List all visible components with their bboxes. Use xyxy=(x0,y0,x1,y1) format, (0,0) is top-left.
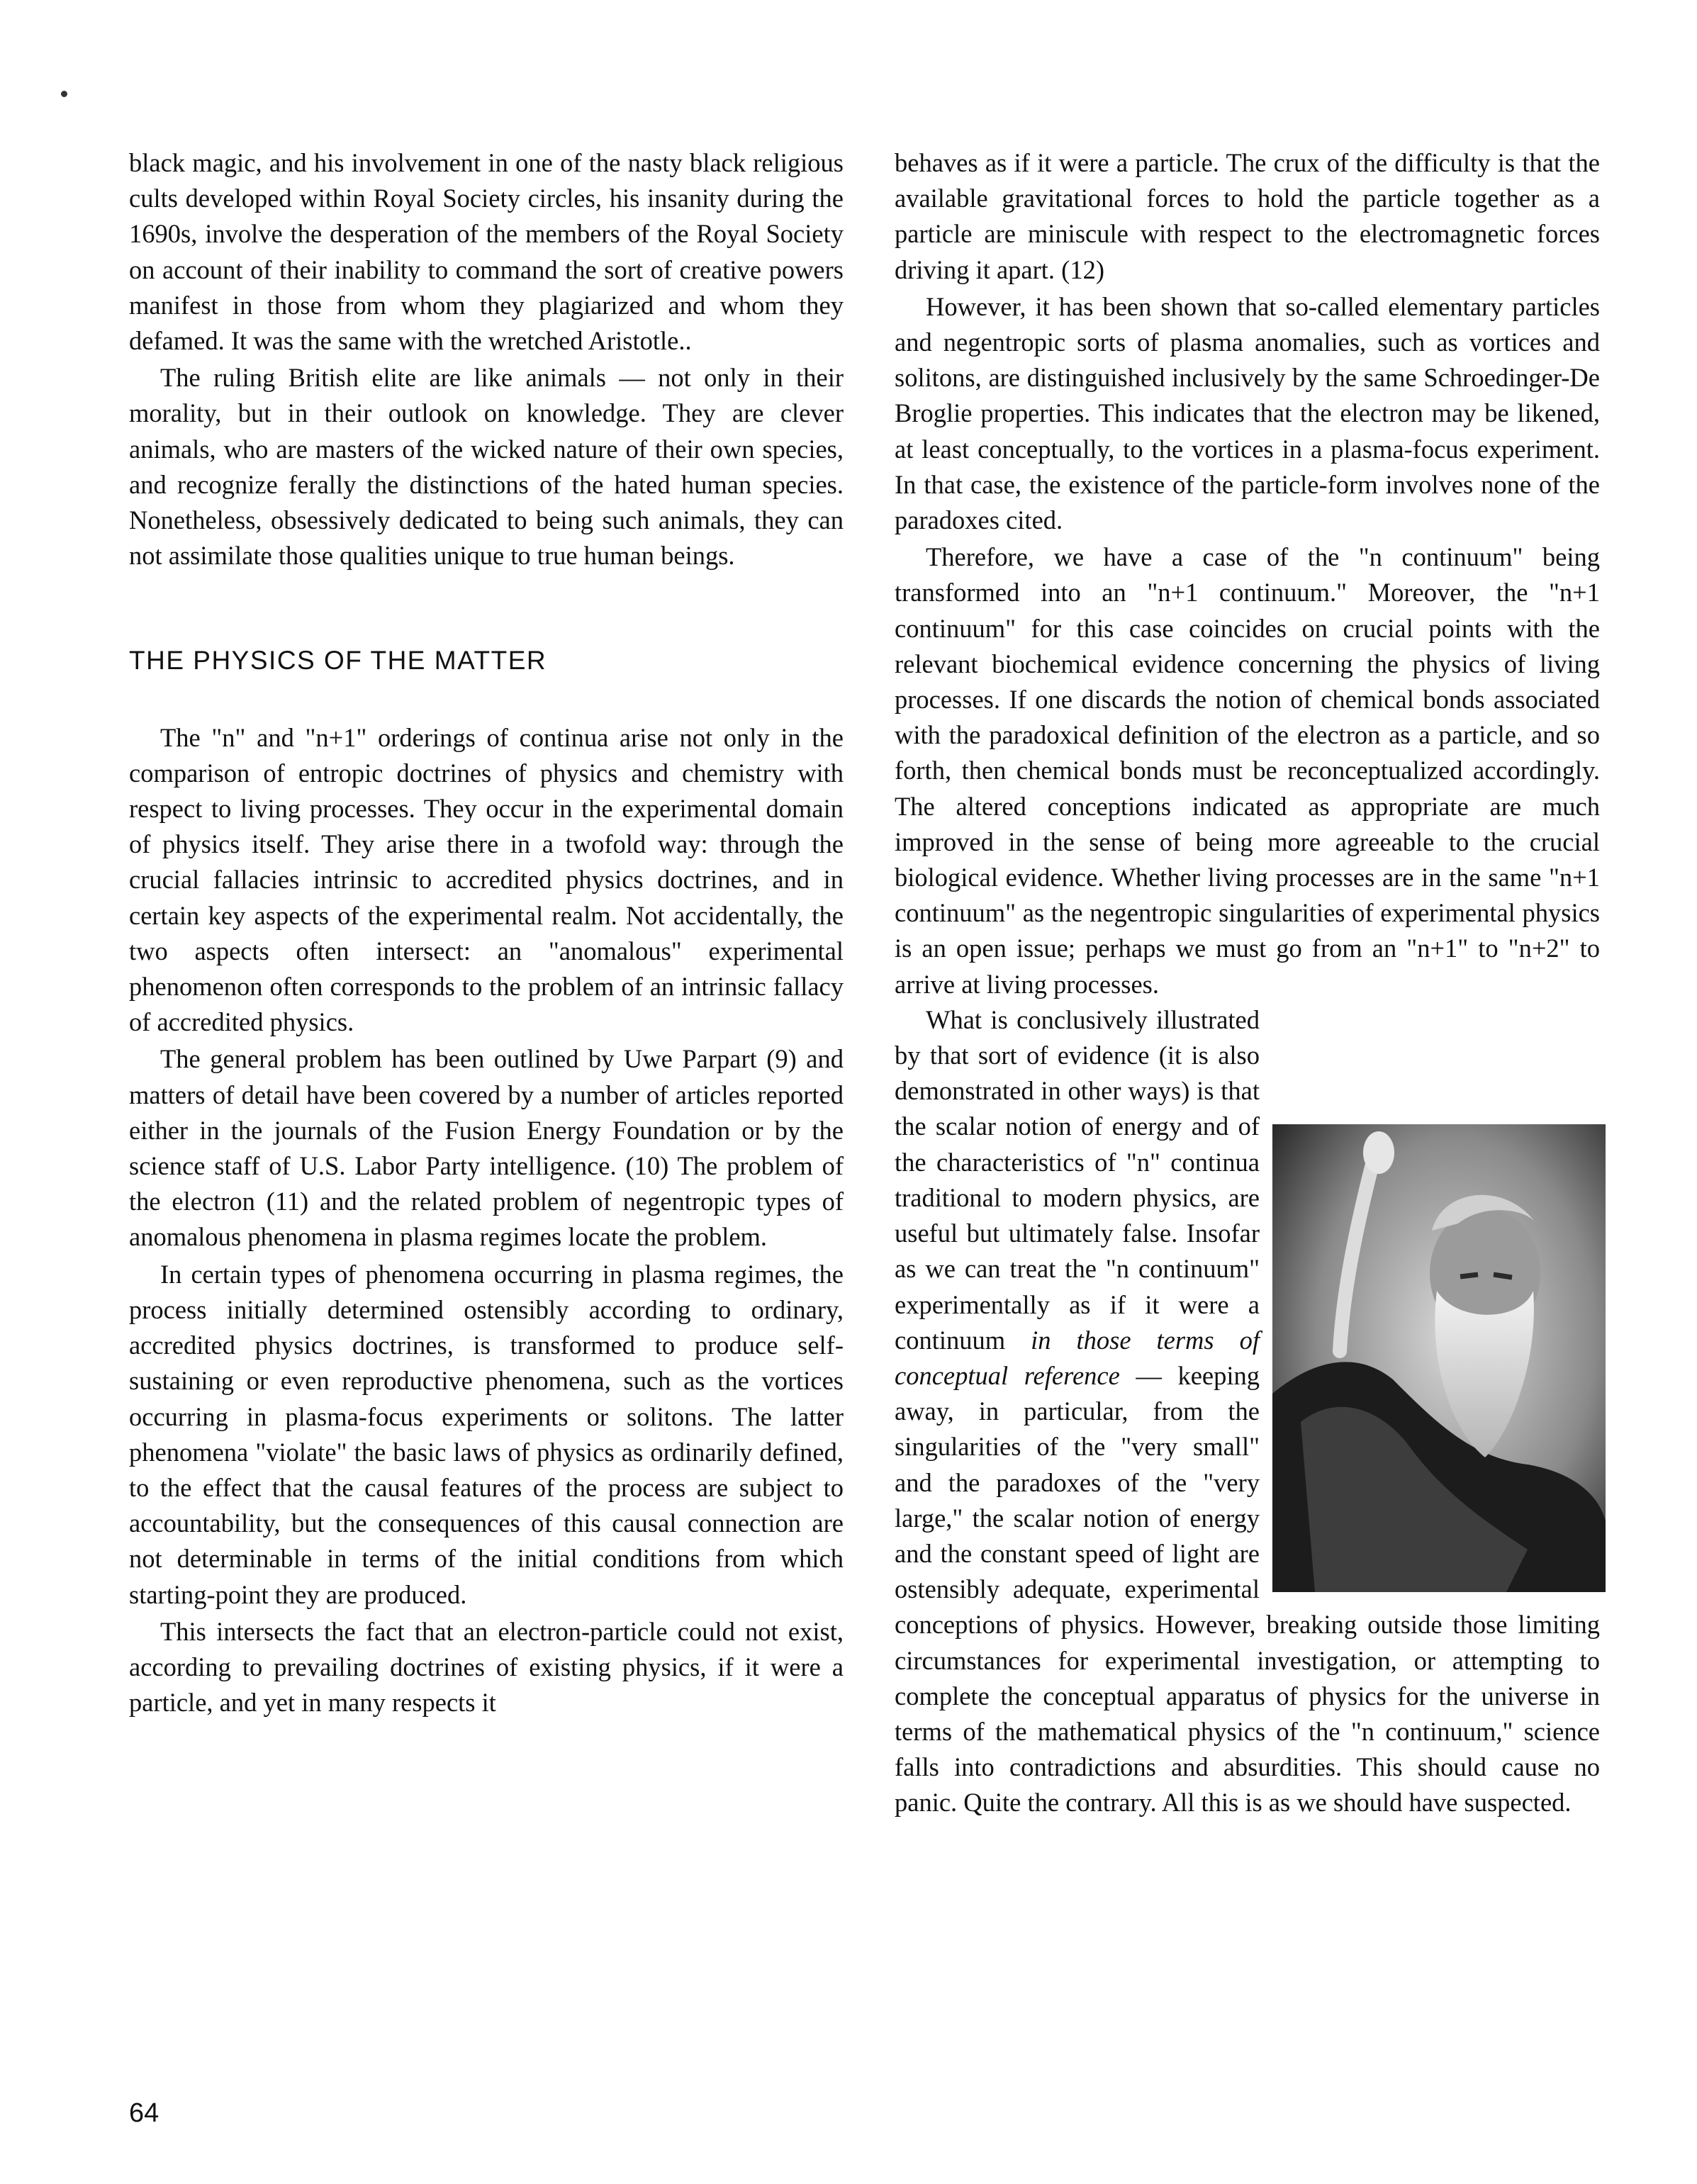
right-column xyxy=(895,145,1600,1821)
paragraph-text: What is conclusively illustrated by that sort of evidence (it is also demonstrated in other ways) is that the scalar notion of energy and of the characteristics of "n" continua traditional to modern physics, are useful but ultimately false. Insofar as we can treat the "n continuum" experimentally as if it were a continuum xyxy=(895,1004,1260,1355)
paragraph: Therefore, we have a case of the "n continuum" being transformed into an "n+1 continuum." Moreover, the "n+1 continuum" for this case coincides on crucial points with the relevant biochemical evidence concerning the physics of living processes. If one discards the notion of chemical bonds associated with the paradoxical definition of the electron as a particle, and so forth, then chemical bonds must be reconceptualized accordingly. The altered conceptions indicated as appropriate are much improved in the sense of being more agreeable to the crucial biological evidence. Whether living processes are in the same "n+1 continuum" as the negentropic singularities of experimental physics is an open issue; perhaps we must go from an "n+1" to "n+2" to arrive at living processes. xyxy=(895,542,1600,999)
paragraph: This intersects the fact that an electron-particle could not exist, according to prevailing doctrines of existing physics, if it were a particle, and yet in many respects it xyxy=(129,1616,844,1718)
paragraph: black magic, and his involvement in one of the nasty black religious cults developed within Royal Society circles, his insanity during the 1690s, involve the desperation of the members of the Royal Society on account of their inability to command the sort of creative powers manifest in those from whom they plagiarized and whom they defamed. It was the same with the wretched Aristotle.. xyxy=(129,148,844,356)
paragraph: However, it has been shown that so-called elementary particles and negentropic sorts of plasma anomalies, such as vortices and solitons, are distinguished inclusively by the same Schroedinger-De Broglie properties. This indicates that the electron may be likened, at least conceptually, to the vortices in a plasma-focus experiment. In that case, the existence of the particle-form involves none of the paradoxes cited. xyxy=(895,291,1600,535)
paragraph: The ruling British elite are like animals — not only in their morality, but in their outlook on knowledge. They are clever animals, who are masters of the wicked nature of their own species, and recognize ferally the distinctions of the hated human species. Nonetheless, obsessively dedicated to being such animals, they can not assimilate those qualities unique to true human beings. xyxy=(129,363,844,571)
paragraph-text: — keeping away, in particular, from the singularities of the "very small" and the paradoxes of the "very large," the scalar notion of energy and the constant speed of light are ostensibly adequate, experimental conceptions of physics. However, breaking outside those limiting circumstances for experimental investigation, or attempting to complete the conceptual apparatus of physics for the universe in terms of the mathematical physics of the "n continuum," science falls into contradictions and absurdities. This should cause no panic. Quite the contrary. All this is as we should have suspected. xyxy=(895,1360,1600,1818)
paragraph: The general problem has been outlined by Uwe Parpart (9) and matters of detail have been covered by a number of articles reported either in the journals of the Fusion Energy Foundation or by the science staff of U.S. Labor Party intelligence. (10) The problem of the electron (11) and the related problem of negentropic types of anomalous phenomena in plasma regimes locate the problem. xyxy=(129,1044,844,1252)
section-heading: THE PHYSICS OF THE MATTER xyxy=(129,646,547,676)
paragraph: The "n" and "n+1" orderings of continua arise not only in the comparison of entropic doctrines of physics and chemistry with respect to living processes. They occur in the experimental domain of physics itself. They arise there in a twofold way: through the crucial fallacies intrinsic to accredited physics doctrines, and in certain key aspects of the experimental realm. Not accidentally, the two aspects often intersect: an "anomalous" experimental phenomenon often corresponds to the problem of an intrinsic fallacy of accredited physics. xyxy=(129,722,844,1037)
portrait-photo xyxy=(1272,1002,1606,1598)
bearded-man-portrait-image xyxy=(1272,1124,1606,1592)
italic-phrase: in those terms of conceptual reference xyxy=(895,1325,1260,1390)
print-speck xyxy=(61,91,67,97)
paragraph: In certain types of phenomena occurring in plasma regimes, the process initially determined ostensibly according to ordinary, accredited physics doctrines, is transformed to produce self-sustaining or even reproductive phenomena, such as the vortices occurring in plasma-focus experiments or solitons. The latter phenomena "violate" the basic laws of physics as ordinarily defined, to the effect that the causal features of the process are subject to accountability, but the consequences of this causal connection are not determinable in terms of the initial conditions from which starting-point they are produced. xyxy=(129,1259,844,1609)
left-column xyxy=(129,145,844,1720)
page-number: 64 xyxy=(129,2098,159,2128)
paragraph: behaves as if it were a particle. The crux of the difficulty is that the available gravitational forces to hold the particle together as a particle are miniscule with respect to the electromagnetic forces driving it apart. (12) xyxy=(895,148,1600,284)
